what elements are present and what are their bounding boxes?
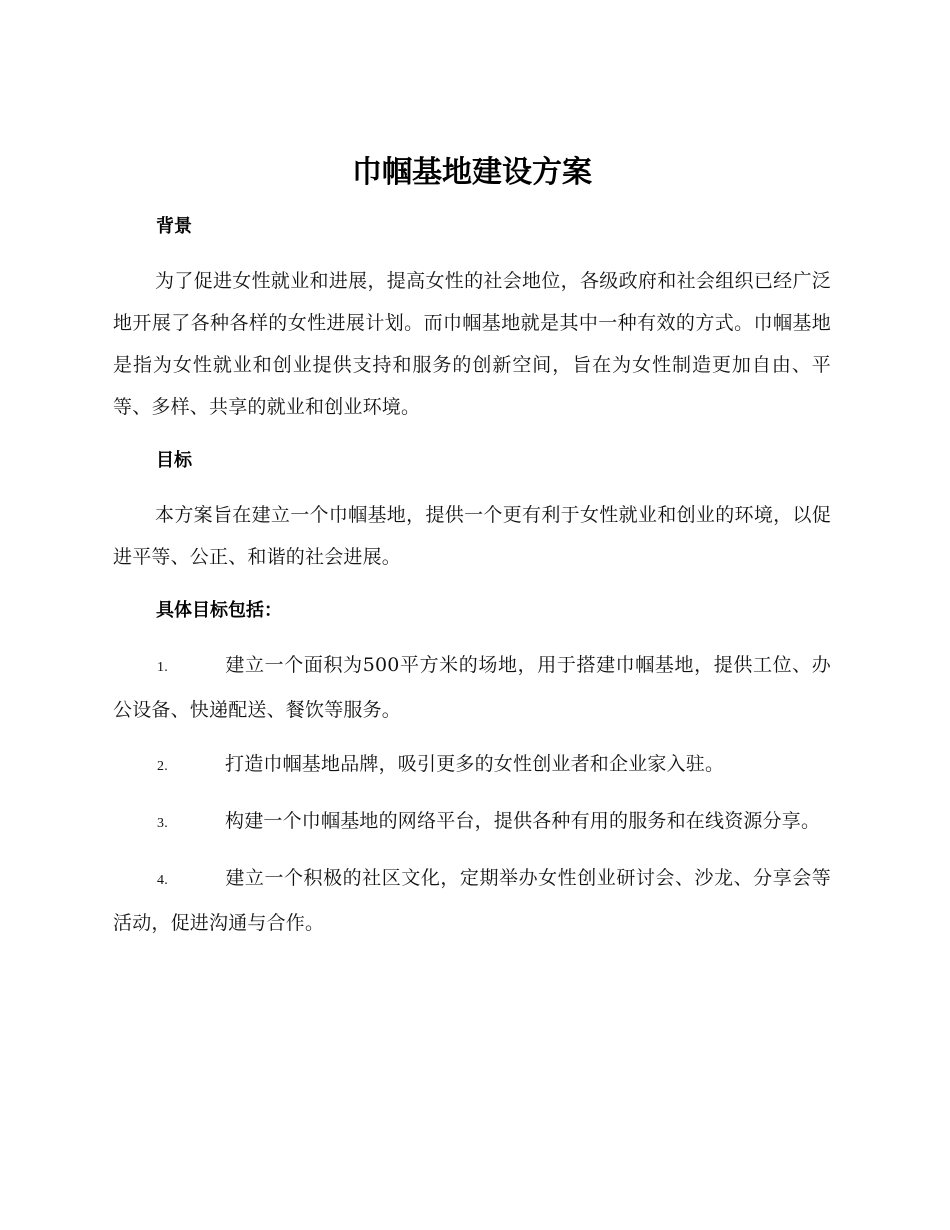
heading-background: 背景 (156, 216, 192, 237)
paragraph-goals: 本方案旨在建立一个巾帼基地，提供一个更有利于女性就业和创业的环境，以促进平等、公正、和谐的社会进展。 (113, 504, 831, 568)
list-text: 打造巾帼基地品牌，吸引更多的女性创业者和企业家入驻。 (225, 753, 725, 775)
list-number: 2. (157, 759, 168, 774)
spacer (113, 731, 831, 743)
spacer (113, 428, 831, 440)
list-item (113, 743, 831, 788)
spacer (113, 248, 831, 260)
list-item (113, 857, 831, 944)
document-content (113, 150, 831, 944)
list-item (113, 644, 831, 731)
spacer (113, 578, 831, 590)
spacer (113, 632, 831, 644)
document-title: 巾帼基地建设方案 (352, 155, 592, 190)
heading-goals: 目标 (156, 450, 192, 471)
list-text: 建立一个积极的社区文化，定期举办女性创业研讨会、沙龙、分享会等活动，促进沟通与合作。 (113, 867, 831, 934)
list-number: 1. (157, 660, 168, 675)
list-text: 构建一个巾帼基地的网络平台，提供各种有用的服务和在线资源分享。 (225, 810, 821, 832)
list-text: 建立一个面积为500平方米的场地，用于搭建巾帼基地，提供工位、办公设备、快递配送、餐饮等服务。 (113, 654, 831, 721)
spacer (113, 482, 831, 494)
list-item (113, 800, 831, 845)
heading-specific-goals: 具体目标包括： (156, 600, 282, 621)
spacer (113, 196, 831, 206)
list-number: 4. (157, 873, 168, 888)
spacer (113, 788, 831, 800)
spacer (113, 845, 831, 857)
paragraph-background: 为了促进女性就业和进展，提高女性的社会地位，各级政府和社会组织已经广泛地开展了各种各样的女性进展计划。而巾帼基地就是其中一种有效的方式。巾帼基地是指为女性就业和创业提供支持和服务的创新空间，旨在为女性制造更加自由、平等、多样、共享的就业和创业环境。 (113, 270, 831, 418)
list-number: 3. (157, 816, 168, 831)
